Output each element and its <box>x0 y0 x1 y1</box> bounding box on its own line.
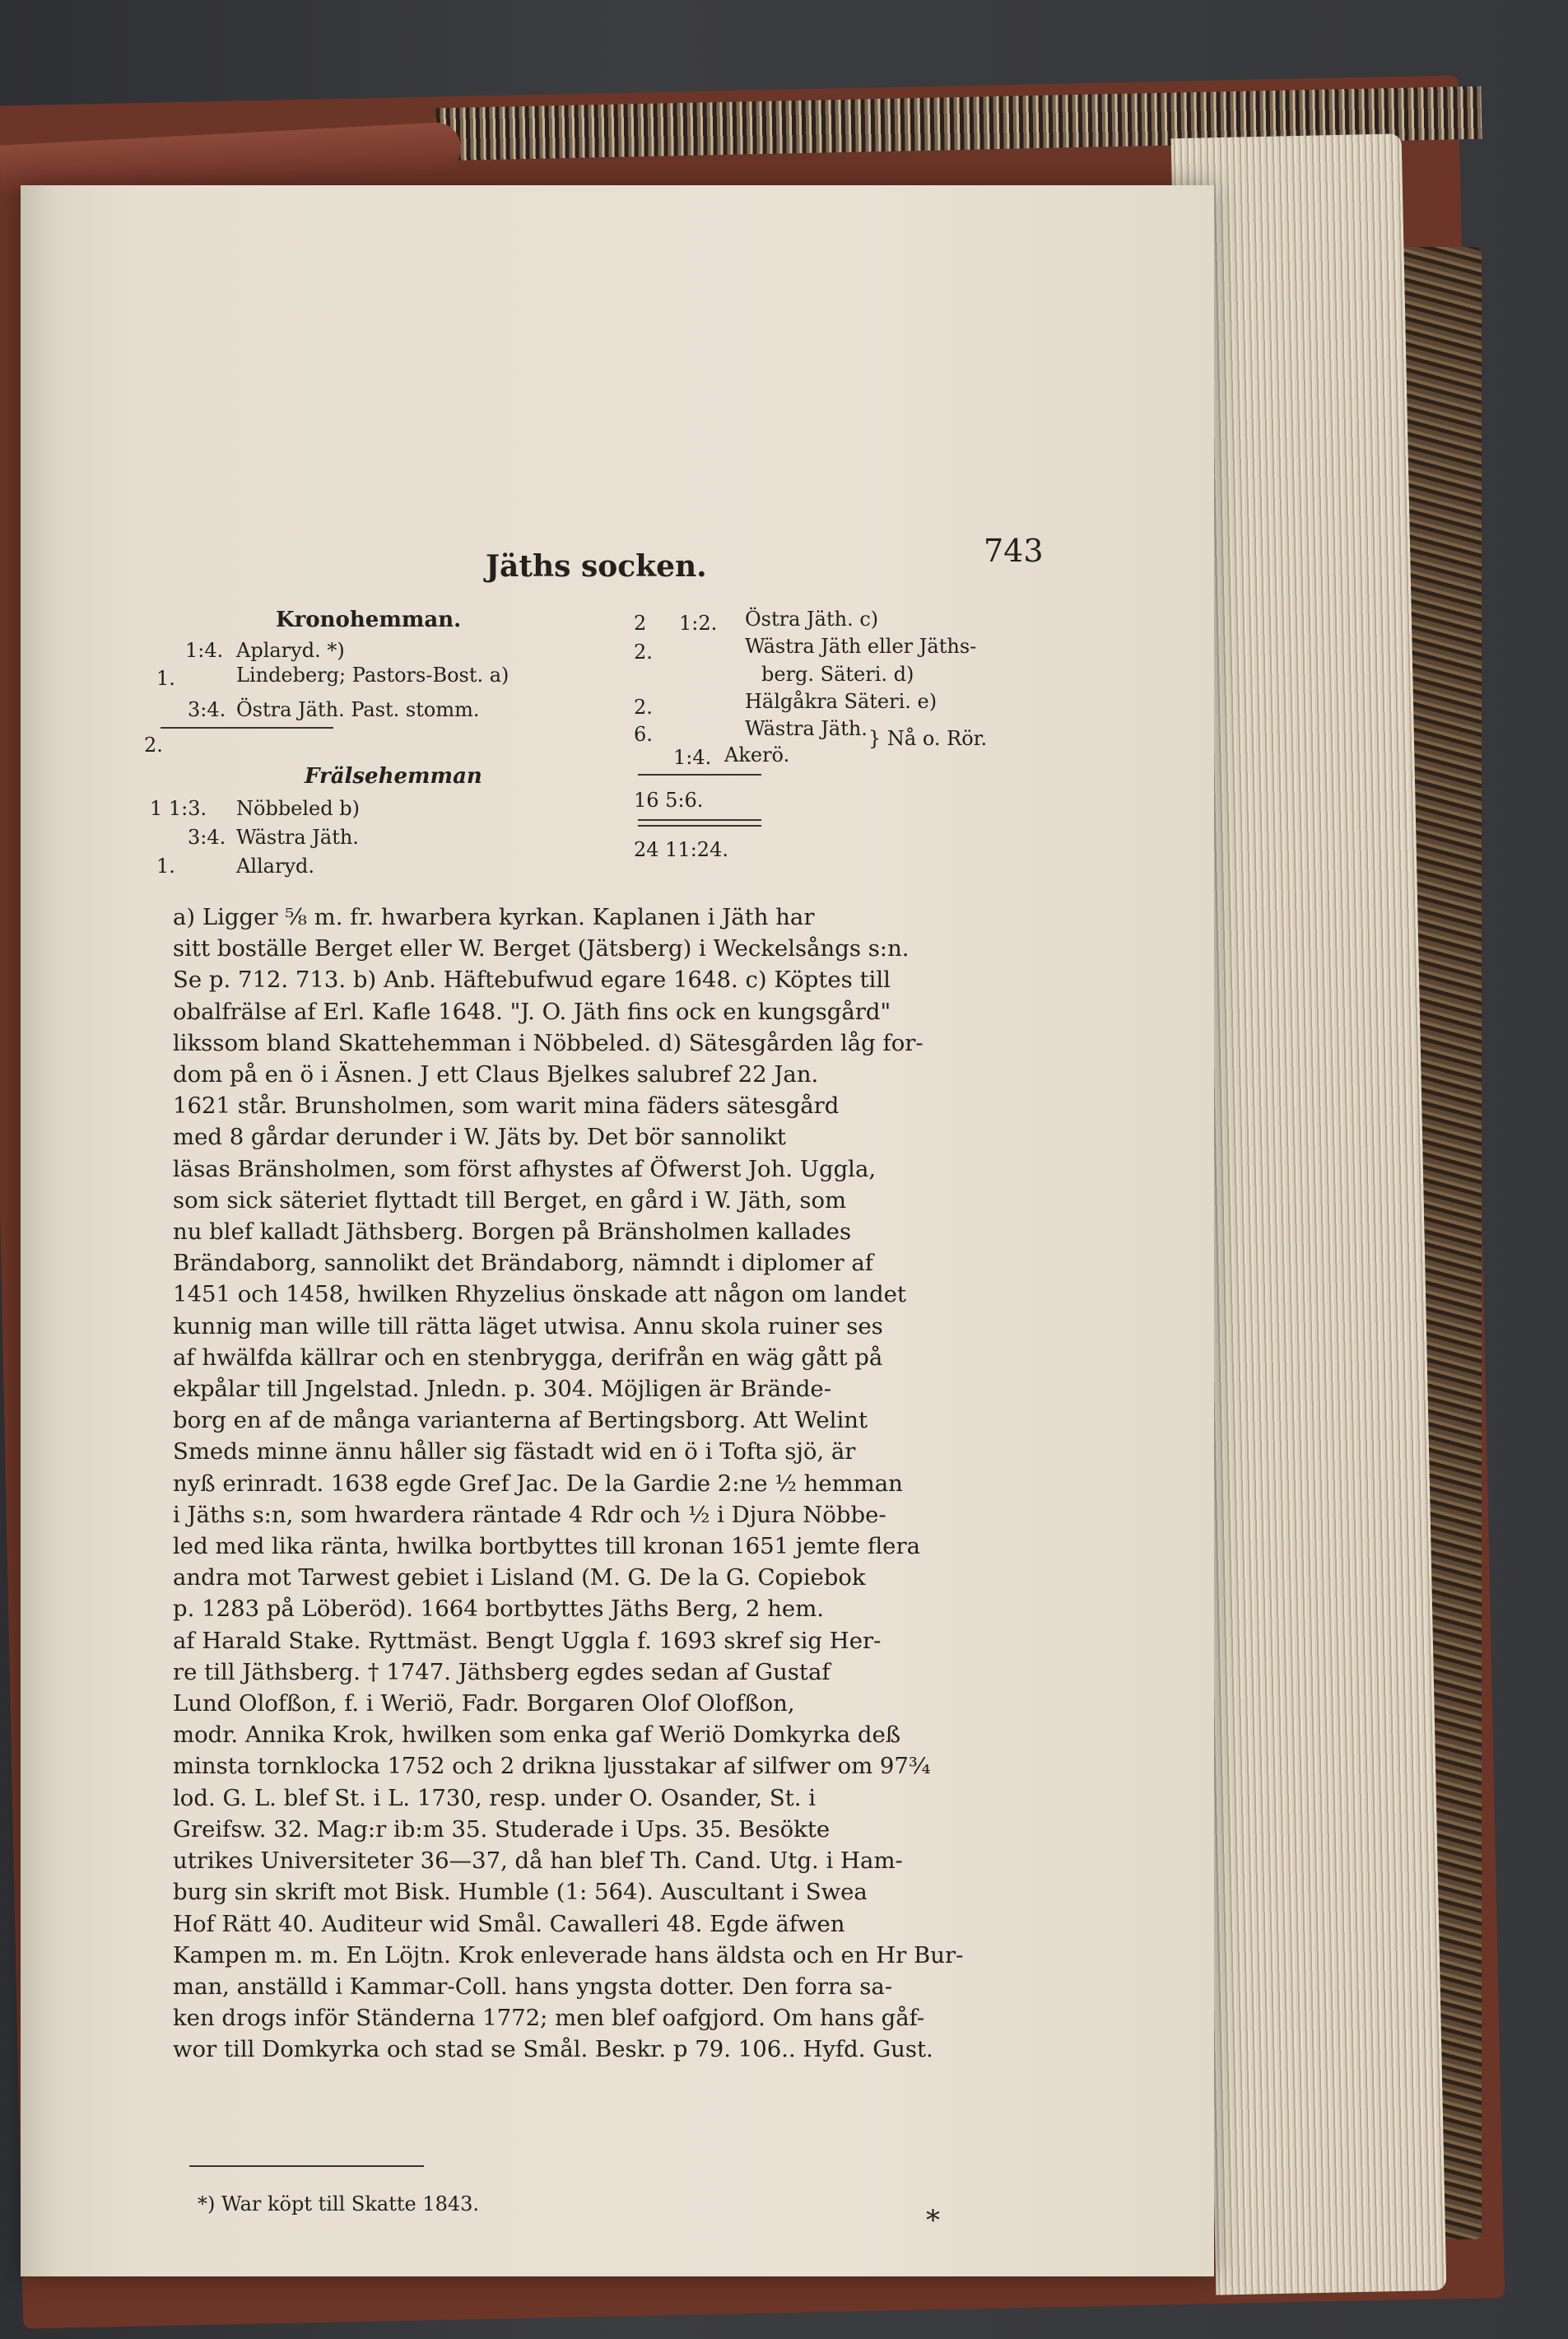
body-line: likssom bland Skattehemman i Nöbbeled. d) Sätesgården låg for- <box>173 1029 924 1056</box>
table-cell: Wästra Jäth eller Jäths- <box>745 635 977 658</box>
body-line: sitt boställe Berget eller W. Berget (Jätsberg) i Weckelsångs s:n. <box>173 935 910 962</box>
body-line: p. 1283 på Löberöd). 1664 bortbyttes Jäths Berg, 2 hem. <box>173 1596 825 1623</box>
body-line: Hof Rätt 40. Auditeur wid Smål. Cawalleri 48. Egde äfwen <box>173 1910 845 1937</box>
body-line: kunnig man wille till rätta läget utwisa. Annu skola ruiner ses <box>173 1312 883 1340</box>
table-title-kronohemman: Kronohemman. <box>276 608 462 632</box>
table-cell: Östra Jäth. c) <box>745 608 879 631</box>
page-header: Jäths socken. <box>486 549 707 584</box>
table-cell: 1 1:3. <box>150 797 207 820</box>
table-cell: Östra Jäth. Past. stomm. <box>236 698 480 721</box>
body-line: re till Jäthsberg. † 1747. Jäthsberg egdes sedan af Gustaf <box>173 1658 831 1685</box>
table-cell: 3:4. <box>188 698 226 721</box>
body-line: nu blef kalladt Jäthsberg. Borgen på Bränsholmen kallades <box>173 1218 852 1246</box>
body-line: utrikes Universiteter 36—37, då han blef Th. Cand. Utg. i Ham- <box>173 1847 903 1875</box>
body-line: dom på en ö i Äsnen. J ett Claus Bjelkes salubref 22 Jan. <box>173 1061 819 1088</box>
book-page <box>21 185 1214 2276</box>
table-cell: 1:2. <box>679 612 718 635</box>
table-rule <box>638 825 761 827</box>
table-cell: 1. <box>156 667 175 690</box>
body-line: Se p. 712. 713. b) Anb. Häftebufwud egare 1648. c) Köptes till <box>173 967 891 994</box>
signature-mark: * <box>926 2204 940 2237</box>
body-line: led med lika ränta, hwilka bortbyttes till kronan 1651 jemte flera <box>173 1533 920 1560</box>
table-cell: Allaryd. <box>236 855 315 878</box>
table-cell: 2 <box>634 612 647 635</box>
brace-note: } Nå o. Rör. <box>868 727 988 750</box>
body-line: Smeds minne ännu håller sig fästadt wid en ö i Tofta sjö, är <box>173 1438 856 1465</box>
table-rule <box>638 819 761 821</box>
body-line: som sick säteriet flyttadt till Berget, en gård i W. Jäth, som <box>173 1186 847 1214</box>
table-cell: 3:4. <box>188 826 226 849</box>
table-cell: Wästra Jäth. <box>745 717 868 740</box>
body-line: minsta tornklocka 1752 och 2 drikna ljusstakar af silfwer om 97¾ <box>173 1753 931 1780</box>
body-line: wor till Domkyrka och stad se Smål. Beskr. p 79. 106.. Hyfd. Gust. <box>173 2036 933 2063</box>
table-cell: 1:4. <box>185 639 224 662</box>
table-title-fralsehemman: Frälsehemman <box>305 764 482 789</box>
table-cell: Nöbbeled b) <box>236 797 360 820</box>
page-number: 743 <box>984 533 1044 569</box>
body-line: i Jäths s:n, som hwardera räntade 4 Rdr och ½ i Djura Nöbbe- <box>173 1501 886 1528</box>
table-cell: Wästra Jäth. <box>236 826 359 849</box>
table-cell: 2. <box>634 641 653 664</box>
body-line: Kampen m. m. En Löjtn. Krok enleverade hans äldsta och en Hr Bur- <box>173 1941 964 1969</box>
table-cell: Aplaryd. *) <box>236 639 345 662</box>
body-line: man, anställd i Kammar-Coll. hans yngsta dotter. Den forra sa- <box>173 1973 893 2000</box>
table-cell: Hälgåkra Säteri. e) <box>745 690 938 713</box>
body-line: modr. Annika Krok, hwilken som enka gaf Weriö Domkyrka deß <box>173 1722 901 1749</box>
body-line: ekpålar till Jngelstad. Jnledn. p. 304. Möjligen är Brände- <box>173 1376 831 1403</box>
body-line: burg sin skrift mot Bisk. Humble (1: 564). Auscultant i Swea <box>173 1879 868 1906</box>
table-cell: berg. Säteri. d) <box>761 663 914 686</box>
body-line: Lund Olofßon, f. i Weriö, Fadr. Borgaren Olof Olofßon, <box>173 1690 795 1717</box>
body-line: Brändaborg, sannolikt det Brändaborg, nämndt i diplomer af <box>173 1250 873 1277</box>
body-line: ken drogs inför Ständerna 1772; men blef oafgjord. Om hans gåf- <box>173 2005 925 2032</box>
table-cell: 1. <box>156 855 175 878</box>
table-rule <box>638 774 761 776</box>
body-line: Greifsw. 32. Mag:r ib:m 35. Studerade i Ups. 35. Besökte <box>173 1815 831 1843</box>
body-line: andra mot Tarwest gebiet i Lisland (M. G. De la G. Copiebok <box>173 1564 866 1591</box>
table-cell: 2. <box>634 696 653 719</box>
body-text <box>173 902 1111 2066</box>
body-line: nyß erinradt. 1638 egde Gref Jac. De la Gardie 2:ne ½ hemman <box>173 1470 903 1497</box>
body-line: 1621 står. Brunsholmen, som warit mina fäders sätesgård <box>173 1093 840 1120</box>
table-cell: Lindeberg; Pastors-Bost. a) <box>236 664 509 687</box>
body-line: obalfrälse af Erl. Kafle 1648. "J. O. Jäth fins ock en kungsgård" <box>173 998 891 1025</box>
body-line: med 8 gårdar derunder i W. Jäts by. Det bör sannolikt <box>173 1124 786 1151</box>
footnote-rule <box>189 2165 424 2167</box>
body-line: läsas Bränsholmen, som först afhystes af Öfwerst Joh. Uggla, <box>173 1155 877 1182</box>
table-rule <box>161 727 333 729</box>
table-cell: 2. <box>144 734 163 757</box>
body-line: 1451 och 1458, hwilken Rhyzelius önskade att någon om landet <box>173 1281 906 1308</box>
body-line: borg en af de många varianterna af Bertingsborg. Att Welint <box>173 1407 868 1434</box>
footnote: *) War köpt till Skatte 1843. <box>198 2192 480 2216</box>
table-total: 16 5:6. <box>634 789 704 812</box>
table-total: 24 11:24. <box>634 838 728 861</box>
table-cell: 1:4. <box>673 746 712 769</box>
body-line: af Harald Stake. Ryttmäst. Bengt Uggla f. 1693 skref sig Her- <box>173 1627 882 1654</box>
table-cell: 6. <box>634 723 653 746</box>
table-cell: Akerö. <box>724 743 790 766</box>
body-line: a) Ligger ⅝ m. fr. hwarbera kyrkan. Kaplanen i Jäth har <box>173 904 815 930</box>
body-line: lod. G. L. blef St. i L. 1730, resp. under O. Osander, St. i <box>173 1784 817 1811</box>
body-line: af hwälfda källrar och en stenbrygga, derifrån en wäg gått på <box>173 1344 883 1371</box>
